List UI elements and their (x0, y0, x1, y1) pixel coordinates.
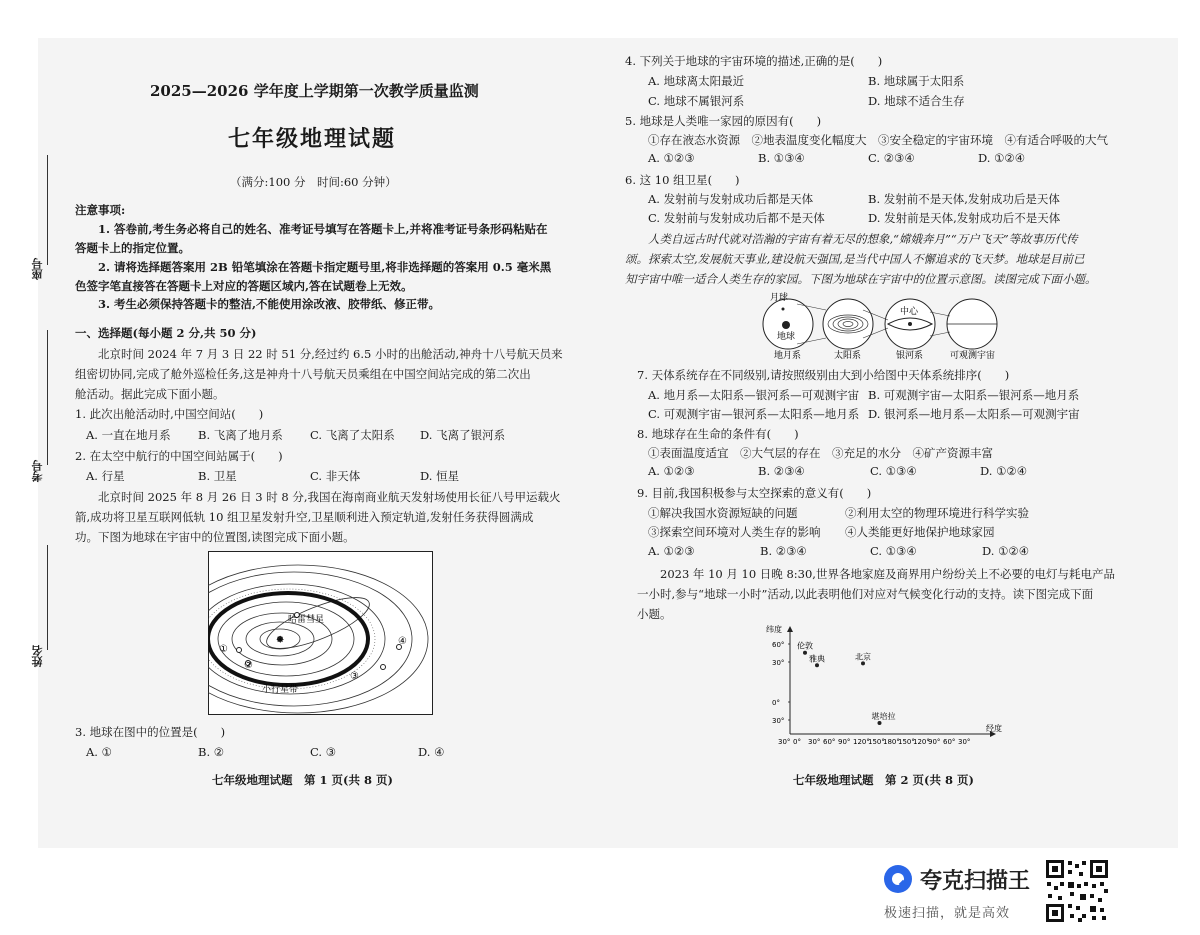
q3-option-a: A. ① (86, 745, 112, 759)
x-tick-label: 60° (943, 738, 956, 746)
q9-option-d: D. ①②④ (982, 544, 1030, 558)
exam-score: （满分:100 分 时间:60 分钟） (230, 175, 397, 189)
moon-label: 月球 (770, 293, 789, 303)
x-tick-label: 30° (958, 738, 971, 746)
earth-label: 地球 (777, 332, 796, 342)
q9-option-a: A. ①②③ (648, 544, 695, 558)
q2-option-d: D. 恒星 (420, 469, 460, 483)
notes-title: 注意事项: (75, 203, 126, 217)
earth-moon-system-label: 地月系 (774, 351, 802, 361)
solar-system-label: 太阳系 (834, 351, 862, 361)
q9-stem: 9. 目前,我国积极参与太空探索的意义有( ) (637, 486, 872, 500)
q1-option-b: B. 飞离了地月系 (198, 428, 283, 442)
x-axis-label: 经度 (986, 724, 1002, 733)
name-line (47, 545, 48, 650)
q4-option-d: D. 地球不适合生存 (868, 94, 965, 108)
passage-3-line-3: 知宇宙中唯一适合人类生存的家园。下图为地球在宇宙中的位置示意图。读图完成下面小题。 (625, 272, 1097, 286)
marker-4: ④ (398, 636, 407, 647)
passage-4-line-1: 2023 年 10 月 10 日晚 8:30,世界各地家庭及商界用户纷纷关上不必要的电灯与耗电产品 (660, 567, 1115, 581)
x-tick-label: 30° (778, 738, 791, 746)
orbit-marker (237, 648, 242, 653)
q9-option-b: B. ②③④ (760, 544, 807, 558)
q5-option-b: B. ①③④ (758, 151, 805, 165)
x-tick-label: 30° (808, 738, 821, 746)
scanner-brand-name: 夸克扫描王 (920, 869, 1031, 894)
x-tick-label: 90° (928, 738, 941, 746)
x-tick-label: 120° (853, 738, 870, 746)
x-tick-label: 150° (868, 738, 885, 746)
x-tick-label: 150° (898, 738, 915, 746)
exam-title: 七年级地理试题 (228, 126, 397, 152)
q8-option-d: D. ①②④ (980, 464, 1028, 478)
city-label: 堪培拉 (871, 712, 896, 721)
q2-option-a: A. 行星 (86, 469, 125, 483)
city-label: 伦敦 (797, 641, 813, 651)
y-axis-label: 纬度 (766, 625, 782, 634)
exam-heading: 2025—2026 学年度上学期第一次教学质量监测 (150, 82, 479, 100)
note-1: 1. 答卷前,考生务必将自己的姓名、准考证号填写在答题卡上,并将准考证号条形码粘贴在 (98, 222, 548, 236)
q9-item-2: ②利用太空的物理环境进行科学实验 (845, 506, 1029, 520)
y-tick-label: 0° (772, 699, 780, 707)
passage-2-line-2: 箭,成功将卫星互联网低轨 10 组卫星发射升空,卫星顺利进入预定轨道,发射任务获得圆满成 (75, 510, 534, 524)
q3-option-c: C. ③ (310, 745, 337, 759)
passage-1-line-1: 北京时间 2024 年 7 月 3 日 22 时 51 分,经过约 6.5 小时的出舱活动,神舟十八号航天员来 (98, 347, 563, 361)
q5-stem: 5. 地球是人类唯一家园的原因有( ) (625, 114, 822, 128)
q8-option-a: A. ①②③ (648, 464, 695, 478)
qr-code-icon (1044, 858, 1110, 924)
marker-1: ① (219, 644, 228, 655)
city-point (803, 651, 807, 655)
seat-line (47, 155, 48, 265)
scanner-logo-icon (884, 865, 912, 893)
q3-option-d: D. ④ (418, 745, 445, 759)
q9-item-3: ③探索空间环境对人类生存的影响 (648, 525, 821, 539)
x-tick-label: 60° (823, 738, 836, 746)
q1-option-c: C. 飞离了太阳系 (310, 428, 395, 442)
city-point (861, 661, 865, 665)
y-axis-arrow (787, 626, 793, 632)
q7-option-d: D. 银河系—地月系—太阳系—可观测宇宙 (868, 407, 1080, 421)
y-tick-label: 60° (772, 641, 785, 649)
q3-stem: 3. 地球在图中的位置是( ) (75, 725, 226, 739)
q4-option-b: B. 地球属于太阳系 (868, 74, 965, 88)
q9-option-c: C. ①③④ (870, 544, 917, 558)
marker-2: ② (244, 660, 253, 671)
q7-option-c: C. 可观测宇宙—银河系—太阳系—地月系 (648, 407, 860, 421)
q4-option-a: A. 地球离太阳最近 (648, 74, 745, 88)
q4-stem: 4. 下列关于地球的宇宙环境的描述,正确的是( ) (625, 54, 883, 68)
q6-option-c: C. 发射前与发射成功后都不是天体 (648, 211, 825, 225)
passage-4-line-3: 小题。 (637, 607, 672, 621)
q7-option-a: A. 地月系—太阳系—银河系—可观测宇宙 (648, 388, 860, 402)
q5-option-a: A. ①②③ (648, 151, 695, 165)
passage-2-line-1: 北京时间 2025 年 8 月 26 日 3 时 8 分,我国在海南商业航天发射场使用长征八号甲运载火 (98, 490, 561, 504)
cosmic-hierarchy-figure (760, 292, 1005, 362)
q2-stem: 2. 在太空中航行的中国空间站属于( ) (75, 449, 283, 463)
q9-item-1: ①解决我国水资源短缺的问题 (648, 506, 798, 520)
q7-stem: 7. 天体系统存在不同级别,请按照级别由大到小给图中天体系统排序( ) (637, 368, 1010, 382)
milky-way-label: 银河系 (896, 351, 924, 361)
q1-stem: 1. 此次出舱活动时,中国空间站( ) (75, 407, 264, 421)
city-point (878, 721, 882, 725)
x-tick-label: 120° (913, 738, 930, 746)
sun-icon: ✳ (276, 635, 285, 646)
exam-line (47, 330, 48, 465)
q7-option-b: B. 可观测宇宙—太阳系—银河系—地月系 (868, 388, 1080, 402)
q6-option-a: A. 发射前与发射成功后都是天体 (648, 192, 814, 206)
passage-1-line-2: 组密切协同,完成了舱外巡检任务,这是神舟十八号航天员乘组在中国空间站完成的第二次出 (75, 367, 531, 381)
note-3: 3. 考生必须保持答题卡的整洁,不能使用涂改液、胶带纸、修正带。 (98, 297, 441, 311)
observable-universe-label: 可观测宇宙 (950, 351, 996, 361)
asteroid-belt-label: 小行星带 (262, 685, 299, 695)
q9-item-4: ④人类能更好地保护地球家园 (845, 525, 995, 539)
passage-3-line-2: 颂。探索太空,发展航天事业,建设航天强国,是当代中国人不懈追求的飞天梦。地球是目前已 (625, 252, 1085, 266)
y-tick-label: 30° (772, 659, 785, 667)
solar-system-figure (208, 551, 433, 715)
q6-stem: 6. 这 10 组卫星( ) (625, 173, 740, 187)
note-1b: 答题卡上的指定位置。 (75, 241, 190, 255)
q4-option-c: C. 地球不属银河系 (648, 94, 745, 108)
q5-items: ①存在液态水资源 ②地表温度变化幅度大 ③安全稳定的宇宙环境 ④有适合呼吸的大气 (648, 133, 1108, 147)
passage-3-line-1: 人类自远古时代就对浩瀚的宇宙有着无尽的想象,“嫦娥奔月”“万户飞天”等故事历代传 (648, 232, 1078, 246)
city-location-chart (760, 624, 1010, 759)
center-label: 中心 (900, 307, 919, 317)
q8-option-c: C. ①③④ (870, 464, 917, 478)
city-label: 雅典 (809, 654, 825, 664)
name-label: 姓名 (31, 645, 44, 667)
exam-label: 考号 (31, 460, 44, 482)
section-title: 一、选择题(每小题 2 分,共 50 分) (75, 326, 257, 340)
y-tick-label: 30° (772, 717, 785, 725)
q3-option-b: B. ② (198, 745, 225, 759)
x-tick-label: 180° (883, 738, 900, 746)
q6-option-d: D. 发射前是天体,发射成功后不是天体 (868, 211, 1061, 225)
q8-stem: 8. 地球存在生命的条件有( ) (637, 427, 799, 441)
orbit-marker (381, 665, 386, 670)
note-2b: 色签字笔直接答在答题卡上对应的答题区域内,答在试题卷上无效。 (75, 279, 413, 293)
x-tick-label: 0° (793, 738, 801, 746)
page-2-footer: 七年级地理试题 第 2 页(共 8 页) (793, 773, 974, 787)
marker-3: ③ (350, 671, 359, 682)
q6-option-b: B. 发射前不是天体,发射成功后是天体 (868, 192, 1060, 206)
passage-1-line-3: 舱活动。据此完成下面小题。 (75, 387, 225, 401)
q8-items: ①表面温度适宜 ②大气层的存在 ③充足的水分 ④矿产资源丰富 (648, 446, 993, 460)
q1-option-a: A. 一直在地月系 (86, 428, 171, 442)
q2-option-b: B. 卫星 (198, 469, 237, 483)
page-1-footer: 七年级地理试题 第 1 页(共 8 页) (212, 773, 393, 787)
q5-option-d: D. ①②④ (978, 151, 1026, 165)
q8-option-b: B. ②③④ (758, 464, 805, 478)
city-label: 北京 (855, 652, 871, 662)
passage-4-line-2: 一小时,参与“地球一小时”活动,以此表明他们对应对气候变化行动的支持。读下图完成下面 (637, 587, 1094, 601)
q2-option-c: C. 非天体 (310, 469, 361, 483)
scanner-slogan: 极速扫描，就是高效 (884, 906, 1011, 921)
x-tick-label: 90° (838, 738, 851, 746)
q1-option-d: D. 飞离了银河系 (420, 428, 506, 442)
comet-label: 哈雷彗星 (288, 615, 325, 625)
seat-label: 座号 (31, 258, 44, 280)
passage-2-line-3: 功。下图为地球在宇宙中的位置图,读图完成下面小题。 (75, 530, 355, 544)
note-2: 2. 请将选择题答案用 2B 铅笔填涂在答题卡指定题号里,将非选择题的答案用 0.5 毫米黑 (98, 260, 552, 274)
city-point (815, 663, 819, 667)
q5-option-c: C. ②③④ (868, 151, 915, 165)
